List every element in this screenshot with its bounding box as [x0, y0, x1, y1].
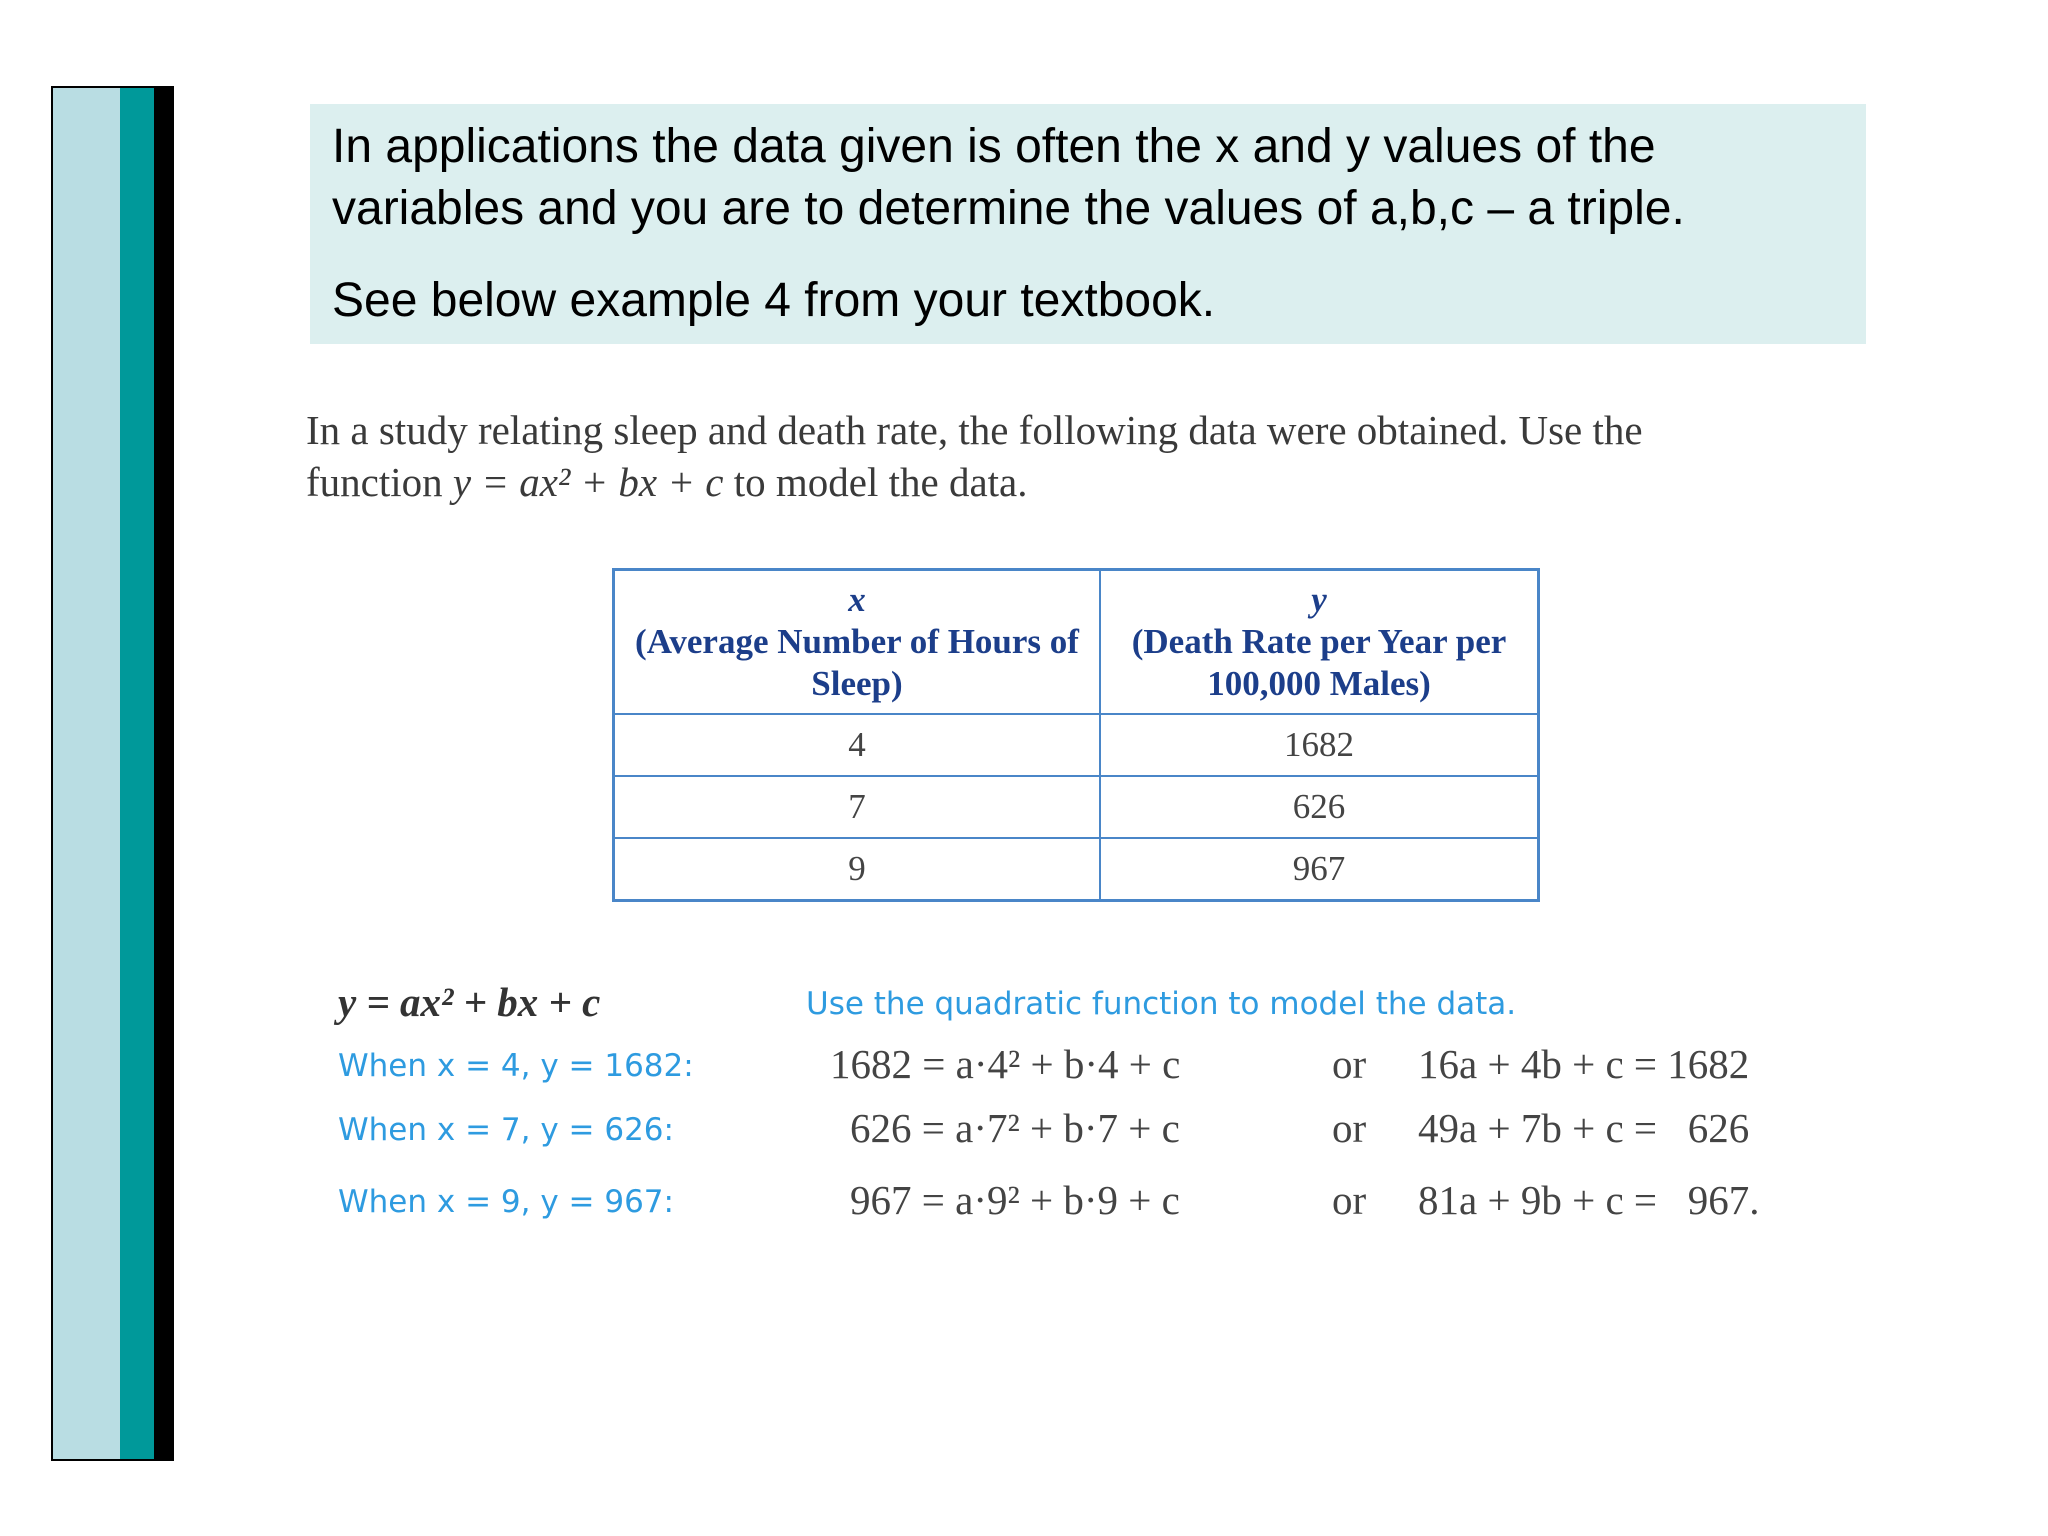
header-x-var: x [848, 580, 866, 619]
table-row [614, 838, 1539, 901]
substitution-1: 1682 = a·4² + b·4 + c [830, 1041, 1181, 1087]
header-x [614, 570, 1101, 715]
system-eq-3: 81a + 9b + c = 967. [1418, 1177, 1760, 1223]
or-2: or [1332, 1105, 1367, 1151]
cell-y: 967 [1100, 838, 1539, 901]
table-row [614, 776, 1539, 838]
intro-line-1: In applications the data given is often the x and y values of the variables and you are to determine the values of a,b,c – a triple. [332, 120, 1685, 235]
cell-y: 1682 [1100, 714, 1539, 776]
data-table [612, 568, 1540, 902]
when-label-1: When x = 4, y = 1682: [338, 1048, 694, 1084]
system-eq-1: 16a + 4b + c = 1682 [1418, 1041, 1750, 1087]
substitution-3: 967 = a·9² + b·9 + c [850, 1177, 1180, 1223]
sidebar-bar-teal [120, 86, 154, 1461]
cell-x: 7 [614, 776, 1101, 838]
system-eq-2: 49a + 7b + c = 626 [1418, 1105, 1750, 1151]
header-y-desc: (Death Rate per Year per 100,000 Males) [1131, 622, 1507, 703]
table-row [614, 714, 1539, 776]
model-equation-text: y = ax² + bx + c [338, 979, 601, 1025]
problem-function: y = ax² + bx + c [452, 459, 724, 505]
cell-y: 626 [1100, 776, 1539, 838]
when-label-2: When x = 7, y = 626: [338, 1112, 674, 1148]
or-3: or [1332, 1177, 1367, 1223]
cell-x: 4 [614, 714, 1101, 776]
or-1: or [1332, 1041, 1367, 1087]
table-header-row [614, 570, 1539, 715]
sidebar-bar-light [51, 86, 120, 1461]
sidebar-bar-black [154, 86, 174, 1461]
model-equation [338, 978, 600, 1026]
problem-line-2 [306, 456, 1866, 508]
problem-line-1: In a study relating sleep and death rate, the following data were obtained. Use the [306, 407, 1643, 453]
problem-statement [306, 404, 1866, 508]
intro-box [310, 104, 1866, 344]
model-note: Use the quadratic function to model the data. [806, 986, 1517, 1022]
when-label-3: When x = 9, y = 967: [338, 1184, 674, 1220]
intro-line-2: See below example 4 from your textbook. [332, 274, 1216, 327]
cell-x: 9 [614, 838, 1101, 901]
substitution-2: 626 = a·7² + b·7 + c [850, 1105, 1180, 1151]
header-x-desc: (Average Number of Hours of Sleep) [635, 622, 1079, 703]
problem-function-pre: function [306, 459, 453, 505]
header-y-var: y [1311, 580, 1327, 619]
problem-function-post: to model the data. [723, 459, 1028, 505]
header-y [1100, 570, 1539, 715]
